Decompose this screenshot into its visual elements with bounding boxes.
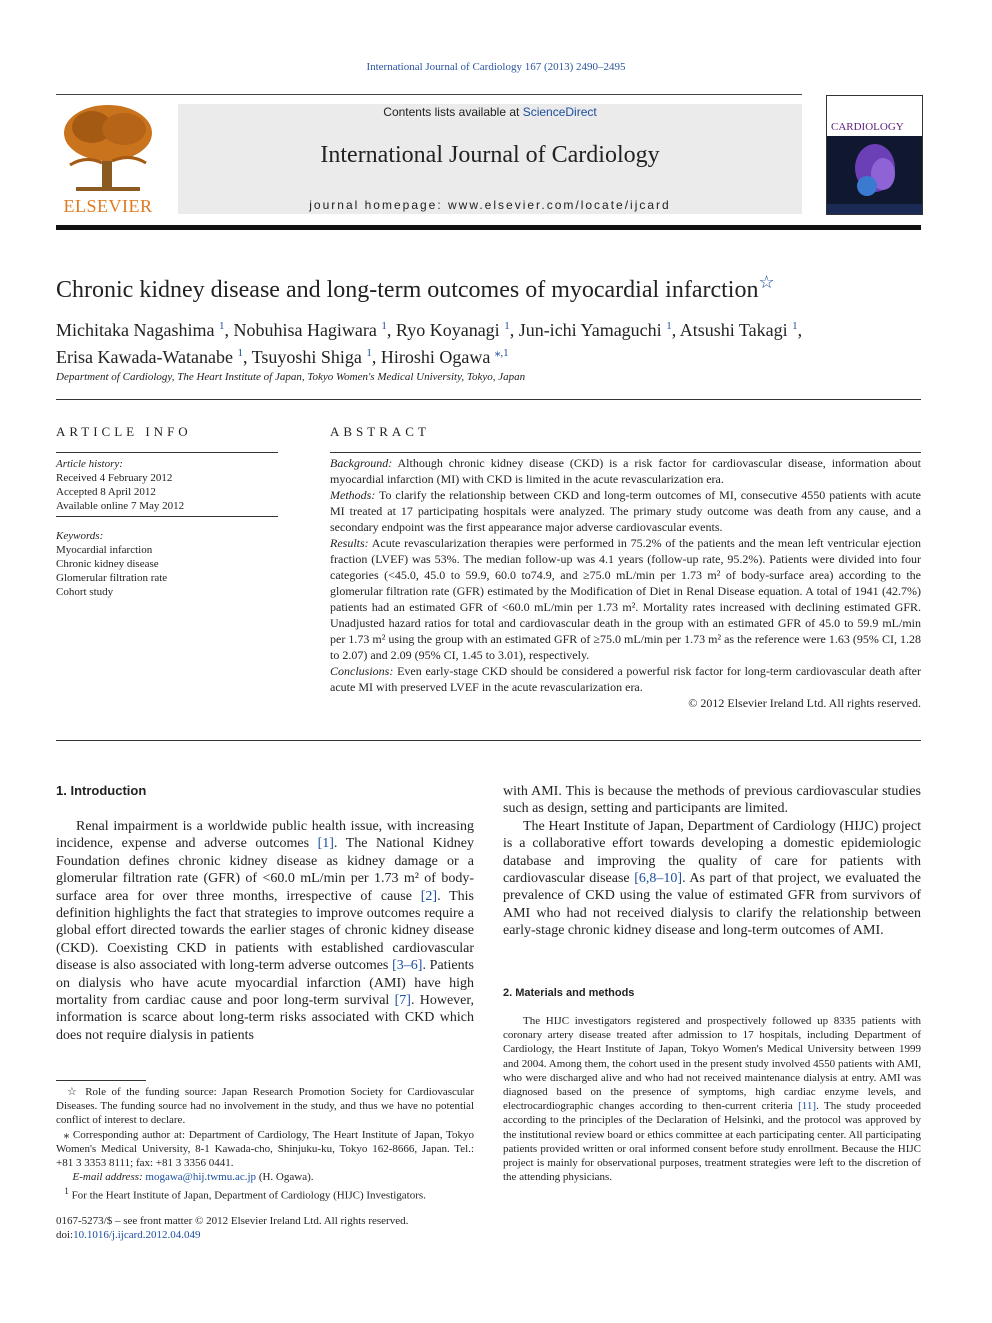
background-text: Although chronic kidney disease (CKD) is a risk factor for cardiovascular disease, information about myocardial infarction (MI) with CKD is limited in the acute revascularization era. [330,456,921,486]
intro-paragraph-1 [56,818,474,1044]
keyword-item: Myocardial infarction [56,544,153,556]
body-text: . However, information is scarce about long-term risks associated with CKD which does not require dialysis in patients [56,993,475,1043]
author-affiliation-mark[interactable]: 1 [792,320,798,332]
body-column-right [503,783,921,940]
body-text: The HIJC investigators registered and prospectively followed up 8335 patients with coronary artery disease treated after admission to 17 hospitals, including Department of Cardiology, the Heart Institute of Japan, Tokyo Women's Medical University between 1999 and 2004. Among them, the cohort used in the present study involved 4550 patients with AMI, who were discharged alive and who had not received maintenance dialysis at entry. AMI was diagnosed based on the presence of symptoms, high cardiac enzyme levels, and electrocardiographic changes according to then-current criteria [503,1015,921,1113]
methods-text: To clarify the relationship between CKD and long-term outcomes of MI, consecutive 4550 patients with acute MI treated at 17 participating hospitals were analyzed. The primary study outcome was death from any cause, and a secondary endpoint was the first appearance major adverse cardiovascular events. [330,488,921,534]
citation-link[interactable]: [11] [798,1100,817,1113]
sciencedirect-link[interactable]: ScienceDirect [522,105,597,119]
conclusions-text: Even early-stage CKD should be considered a powerful risk factor for long-term cardiovascular death after acute MI with preserved LVEF in the acute revascularization era. [330,664,921,694]
history-accepted: Accepted 8 April 2012 [56,486,156,498]
keyword-item: Cohort study [56,586,114,598]
author-separator: , [797,320,803,340]
issn-line: 0167-5273/$ – see front matter © 2012 Elsevier Ireland Ltd. All rights reserved. [56,1215,409,1227]
methods-heading: 2. Materials and methods [503,987,635,999]
cover-title: CARDIOLOGY [831,121,904,133]
history-received: Received 4 February 2012 [56,472,173,484]
author-affiliation-mark[interactable]: 1 [381,320,387,332]
author-affiliation-mark[interactable]: 1 [366,347,372,359]
article-info-heading: ARTICLE INFO [56,424,192,439]
citation-link[interactable]: [3–6] [392,958,423,974]
footnote-text: Corresponding author at: Department of Cardiology, The Heart Institute of Japan, Tokyo Women's Medical University, 8-1 Kawada-cho, Shinjuku-ku, Tokyo 162-8666, Japan. Tel.: +81 3 3353 8111; fax: +81 3 3356 0441. [56,1128,475,1170]
asterisk-icon: ⁎ [63,1128,70,1141]
citation-link[interactable]: [6,8–10] [634,871,683,887]
author-separator: , [386,320,396,340]
author-list [56,315,921,369]
journal-cover-thumbnail [826,95,923,215]
author-separator: , [371,347,381,367]
results-label: Results: [330,536,369,550]
email-label: E-mail address: [72,1171,143,1184]
author-affiliation-mark[interactable]: 1 [504,320,510,332]
keywords-rule [56,516,278,517]
conclusions-label: Conclusions: [330,664,394,678]
citation-link[interactable]: [1] [317,836,334,852]
body-text: . The study proceeded according to the principles of the Declaration of Helsinki, and the protocol was approved by the institutional review board or ethics committee at each participating center. All participating patients provided written or oral informed consent before study enrollment. Because the HIJC project is mainly for observational purposes, treatment strategies were left to the discretion of the attending physicians. [503,1100,921,1184]
author-name: Erisa Kawada-Watanabe [56,347,233,367]
author-separator: , [242,347,252,367]
author-separator: , [509,320,519,340]
author-name: Hiroshi Ogawa [380,347,491,367]
footnote-hijc [56,1184,474,1203]
keyword-item: Glomerular filtration rate [56,572,168,584]
header-top-rule [56,94,802,95]
history-online: Available online 7 May 2012 [56,500,185,512]
abstract-bottom-rule [56,740,921,741]
keyword-item: Chronic kidney disease [56,558,159,570]
author-name: Michitaka Nagashima [56,320,215,340]
citation-link[interactable]: [7] [394,993,411,1009]
abstract-rule [330,452,921,453]
footnote-email [56,1170,474,1184]
body-text: Renal impairment is a worldwide public health issue, with increasing incidence, expense and adverse outcomes [56,819,474,852]
intro-paragraph-2 [503,818,921,940]
email-link[interactable]: mogawa@hij.twmu.ac.jp [145,1171,257,1184]
body-text: . The National Kidney Foundation defines chronic kidney disease as kidney damage or a glomerular filtration rate (GFR) of <60.0 mL/min per 1.73 m² of body-surface area for over three months, irrespective of cause [56,836,474,904]
abstract-methods [330,487,921,535]
journal-title: International Journal of Cardiology [320,142,660,168]
star-icon: ☆ [67,1086,80,1098]
body-text: . As part of that project, we evaluated the prevalence of CKD using the value of estimated GFR from survivors of AMI who had not received dialysis to clarify the relationship between early-stage chronic kidney disease and long-term outcomes of AMI. [503,871,921,939]
body-column-left [56,818,474,1044]
author-affiliation-mark[interactable]: 1 [218,320,225,332]
author-line-2 [56,342,921,369]
keywords-label: Keywords: [56,530,104,542]
doi-link[interactable]: 10.1016/j.ijcard.2012.04.049 [73,1229,201,1242]
methods-label: Methods: [330,488,376,502]
author-name: Atsushi Takagi [679,320,788,340]
title-footnote-star-icon[interactable]: ☆ [758,272,775,292]
article-info-rule [56,452,278,453]
contents-line [178,105,802,119]
journal-citation[interactable]: International Journal of Cardiology 167 (2013) 2490–2495 [366,61,626,73]
author-affiliation: Department of Cardiology, The Heart Institute of Japan, Tokyo Women's Medical University, Tokyo, Japan [56,371,526,383]
header-bottom-rule [56,225,921,230]
methods-paragraph [503,1014,921,1184]
footnote-text: (H. Ogawa). [256,1171,314,1184]
footnotes [56,1085,474,1203]
author-affiliation-mark[interactable]: 1 [666,320,672,332]
footnote-text: For the Heart Institute of Japan, Department of Cardiology (HIJC) Investigators. [68,1190,426,1203]
footnote-text: Role of the funding source: Japan Research Promotion Society for Cardiovascular Diseases. The funding source had no involvement in the study, and thus we have no potential conflict of interest to declare. [56,1086,474,1127]
footnote-funding [56,1085,474,1128]
abstract-heading: ABSTRACT [330,424,430,439]
contents-prefix: Contents lists available at [383,105,523,119]
doi-line [56,1228,474,1242]
body-text: . Patients on dialysis who have acute myocardial infarction (AMI) have high mortality from cardiac cause and poor long-term survival [56,958,474,1009]
footnote-corresponding [56,1128,474,1171]
introduction-heading: 1. Introduction [56,783,147,798]
front-matter [56,1214,474,1242]
abstract-body [330,455,921,711]
author-name: Nobuhisa Hagiwara [233,320,377,340]
author-affiliation-mark[interactable]: ⁎,1 [494,347,509,359]
abstract-results [330,535,921,663]
history-label: Article history: [56,458,123,470]
article-title [56,272,775,304]
doi-prefix: doi: [56,1229,74,1242]
abstract-conclusions [330,663,921,695]
author-name: Jun-ichi Yamaguchi [518,320,662,340]
body-text: . This definition highlights the fact that strategies to improve outcomes require a global effort directed towards the earlier stages of chronic kidney disease (CKD). Coexisting CKD in patients with established cardiovascular disease is also associated with long-term adverse outcomes [56,888,474,974]
footnote-number: 1 [64,1186,69,1197]
citation-link[interactable]: [2] [420,888,438,904]
elsevier-wordmark: ELSEVIER [63,196,153,216]
author-name: Ryo Koyanagi [395,320,500,340]
author-affiliation-mark[interactable]: 1 [237,347,243,359]
author-line-1 [56,315,921,342]
title-block-rule [56,399,921,400]
intro-continuation: with AMI. This is because the methods of previous cardiovascular studies such as design, setting and participants are limited. [503,784,921,817]
article-history [56,457,286,513]
keywords [56,529,286,599]
author-name: Tsuyoshi Shiga [251,347,362,367]
author-separator: , [671,320,680,340]
author-separator: , [224,320,234,340]
abstract-copyright: © 2012 Elsevier Ireland Ltd. All rights reserved. [688,696,921,710]
results-text: Acute revascularization therapies were performed in 75.2% of the patients and the mean left ventricular ejection fraction (LVEF) was 53%. The median follow-up was 4.1 years (follow-up rate, 95.2%). Patients were divided into four categories (<45.0, 45.0 to 59.9, 60.0 to74.9, and ≥75.0 mL/min per 1.73 m² of body-surface area) according to the glomerular filtration rate (GFR) estimated by the Modification of Diet in Renal Disease equation. A total of 1941 (42.7%) patients had an estimated GFR of <60.0 mL/min per 1.73 m². Mortality rates increased with declining estimated GFR. Unadjusted hazard ratios for total and cardiovascular death in the group with an estimated GFR of 45.0 to 59.9 mL/min per 1.73 m² using the group with an estimated GFR of ≥75.0 mL/min per 1.73 m² as the reference were 1.63 (95% CI, 1.28 to 2.07) and 2.09 (95% CI, 1.45 to 3.01), respectively. [330,536,921,662]
abstract-background [330,455,921,487]
body-text: The Heart Institute of Japan, Department of Cardiology (HIJC) project is a collaborative effort towards developing a domestic epidemiologic database and improving the quality of care for patients with cardiovascular disease [503,818,921,887]
footnote-rule [56,1080,146,1081]
article-title-text: Chronic kidney disease and long-term outcomes of myocardial infarction [56,277,759,303]
background-label: Background: [330,456,393,470]
journal-homepage[interactable]: journal homepage: www.elsevier.com/locate/ijcard [309,198,671,212]
